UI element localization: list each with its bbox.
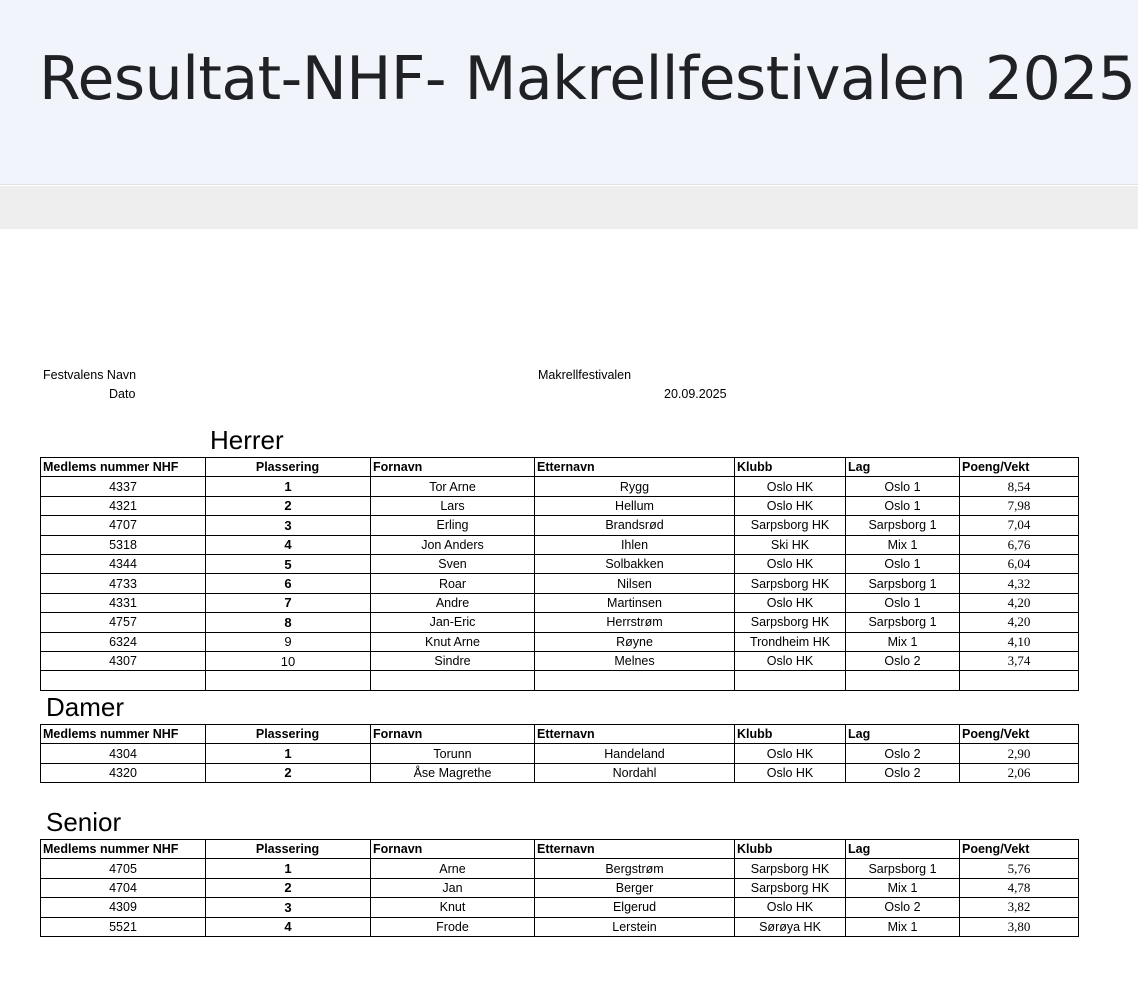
club-cell: Sarpsborg HK [735, 878, 846, 897]
member-number-cell: 5521 [41, 917, 206, 936]
points-cell: 6,04 [960, 554, 1079, 573]
first-name-cell: Andre [371, 593, 535, 612]
last-name-cell: Rygg [535, 477, 735, 496]
points-cell: 4,32 [960, 574, 1079, 593]
team-cell: Oslo 2 [846, 651, 960, 670]
member-number-cell: 4321 [41, 496, 206, 515]
table-row [41, 763, 1079, 782]
points-cell: 4,78 [960, 878, 1079, 897]
club-cell: Oslo HK [735, 593, 846, 612]
member-number-cell: 4307 [41, 651, 206, 670]
header-row [41, 840, 1079, 859]
table-row [41, 632, 1079, 651]
club-cell: Sarpsborg HK [735, 859, 846, 878]
page-header [0, 0, 1138, 185]
points-cell [960, 671, 1079, 690]
last-name-cell: Hellum [535, 496, 735, 515]
col-klubb-header: Klubb [735, 725, 846, 744]
team-cell: Oslo 1 [846, 554, 960, 573]
team-cell: Oslo 2 [846, 744, 960, 763]
placement-cell [206, 671, 371, 690]
festival-name-label: Festvalens Navn [43, 368, 137, 382]
col-medlemsnummer-header: Medlems nummer NHF [41, 840, 206, 859]
team-cell: Sarpsborg 1 [846, 613, 960, 632]
last-name-cell: Nordahl [535, 763, 735, 782]
col-fornavn-header: Fornavn [371, 840, 535, 859]
points-cell: 2,06 [960, 763, 1079, 782]
placement-cell: 6 [206, 574, 371, 593]
placement-cell: 1 [206, 477, 371, 496]
col-fornavn-header: Fornavn [371, 725, 535, 744]
placement-cell: 3 [206, 516, 371, 535]
first-name-cell: Sven [371, 554, 535, 573]
team-cell: Sarpsborg 1 [846, 516, 960, 535]
first-name-cell: Knut [371, 898, 535, 917]
col-lag-header: Lag [846, 725, 960, 744]
col-klubb-header: Klubb [735, 458, 846, 477]
col-poeng-header: Poeng/Vekt [960, 458, 1079, 477]
first-name-cell: Knut Arne [371, 632, 535, 651]
table-row [41, 574, 1079, 593]
col-etternavn-header: Etternavn [535, 840, 735, 859]
member-number-cell: 4320 [41, 763, 206, 782]
club-cell: Oslo HK [735, 496, 846, 515]
points-cell: 5,76 [960, 859, 1079, 878]
member-number-cell: 6324 [41, 632, 206, 651]
club-cell: Oslo HK [735, 554, 846, 573]
last-name-cell: Nilsen [535, 574, 735, 593]
last-name-cell: Lerstein [535, 917, 735, 936]
member-number-cell [41, 671, 206, 690]
points-cell: 2,90 [960, 744, 1079, 763]
club-cell: Ski HK [735, 535, 846, 554]
table-row [41, 744, 1079, 763]
points-cell: 7,04 [960, 516, 1079, 535]
points-cell: 3,80 [960, 917, 1079, 936]
last-name-cell: Berger [535, 878, 735, 897]
first-name-cell [371, 671, 535, 690]
first-name-cell: Jan-Eric [371, 613, 535, 632]
page-title: Resultat-NHF- Makrellfestivalen 2025 [39, 44, 1136, 114]
placement-cell: 7 [206, 593, 371, 612]
club-cell: Trondheim HK [735, 632, 846, 651]
section-title-senior: Senior [46, 807, 122, 837]
first-name-cell: Erling [371, 516, 535, 535]
table-row [41, 878, 1079, 897]
col-poeng-header: Poeng/Vekt [960, 725, 1079, 744]
table-row [41, 593, 1079, 612]
table-row [41, 613, 1079, 632]
club-cell: Sørøya HK [735, 917, 846, 936]
results-table-damer [40, 724, 1079, 783]
points-cell: 4,20 [960, 593, 1079, 612]
team-cell: Oslo 2 [846, 898, 960, 917]
club-cell: Oslo HK [735, 763, 846, 782]
col-etternavn-header: Etternavn [535, 458, 735, 477]
date-value: 20.09.2025 [664, 387, 727, 401]
first-name-cell: Jan [371, 878, 535, 897]
table-row [41, 917, 1079, 936]
team-cell: Mix 1 [846, 917, 960, 936]
last-name-cell: Elgerud [535, 898, 735, 917]
club-cell: Oslo HK [735, 898, 846, 917]
placement-cell: 8 [206, 613, 371, 632]
col-plassering-header: Plassering [206, 840, 371, 859]
team-cell [846, 671, 960, 690]
points-cell: 8,54 [960, 477, 1079, 496]
festival-name-value: Makrellfestivalen [538, 368, 632, 382]
club-cell [735, 671, 846, 690]
first-name-cell: Frode [371, 917, 535, 936]
member-number-cell: 4705 [41, 859, 206, 878]
member-number-cell: 5318 [41, 535, 206, 554]
col-poeng-header: Poeng/Vekt [960, 840, 1079, 859]
section-title-damer: Damer [46, 692, 125, 722]
results-table-herrer [40, 457, 1079, 691]
col-plassering-header: Plassering [206, 725, 371, 744]
header-divider-strip [0, 186, 1138, 229]
member-number-cell: 4331 [41, 593, 206, 612]
header-row [41, 458, 1079, 477]
table-row [41, 554, 1079, 573]
team-cell: Oslo 1 [846, 477, 960, 496]
first-name-cell: Lars [371, 496, 535, 515]
col-etternavn-header: Etternavn [535, 725, 735, 744]
last-name-cell: Herrstrøm [535, 613, 735, 632]
table-row [41, 496, 1079, 515]
placement-cell: 2 [206, 878, 371, 897]
club-cell: Oslo HK [735, 744, 846, 763]
placement-cell: 5 [206, 554, 371, 573]
points-cell: 4,10 [960, 632, 1079, 651]
last-name-cell: Solbakken [535, 554, 735, 573]
table-row [41, 859, 1079, 878]
team-cell: Oslo 1 [846, 593, 960, 612]
last-name-cell: Ihlen [535, 535, 735, 554]
table-row [41, 898, 1079, 917]
first-name-cell: Jon Anders [371, 535, 535, 554]
results-table-senior [40, 839, 1079, 937]
first-name-cell: Tor Arne [371, 477, 535, 496]
points-cell: 7,98 [960, 496, 1079, 515]
club-cell: Sarpsborg HK [735, 574, 846, 593]
col-lag-header: Lag [846, 458, 960, 477]
member-number-cell: 4704 [41, 878, 206, 897]
date-label: Dato [109, 387, 136, 401]
last-name-cell: Martinsen [535, 593, 735, 612]
team-cell: Oslo 2 [846, 763, 960, 782]
placement-cell: 1 [206, 744, 371, 763]
col-klubb-header: Klubb [735, 840, 846, 859]
first-name-cell: Arne [371, 859, 535, 878]
placement-cell: 3 [206, 898, 371, 917]
table-row [41, 651, 1079, 670]
team-cell: Sarpsborg 1 [846, 574, 960, 593]
placement-cell: 1 [206, 859, 371, 878]
points-cell: 6,76 [960, 535, 1079, 554]
placement-cell: 4 [206, 535, 371, 554]
table-row [41, 671, 1079, 690]
table-row [41, 535, 1079, 554]
team-cell: Mix 1 [846, 878, 960, 897]
placement-cell: 2 [206, 763, 371, 782]
placement-cell: 2 [206, 496, 371, 515]
last-name-cell: Handeland [535, 744, 735, 763]
member-number-cell: 4733 [41, 574, 206, 593]
member-number-cell: 4304 [41, 744, 206, 763]
col-medlemsnummer-header: Medlems nummer NHF [41, 458, 206, 477]
first-name-cell: Åse Magrethe [371, 763, 535, 782]
member-number-cell: 4757 [41, 613, 206, 632]
placement-cell: 9 [206, 632, 371, 651]
col-lag-header: Lag [846, 840, 960, 859]
first-name-cell: Roar [371, 574, 535, 593]
club-cell: Sarpsborg HK [735, 516, 846, 535]
team-cell: Mix 1 [846, 632, 960, 651]
last-name-cell: Melnes [535, 651, 735, 670]
team-cell: Oslo 1 [846, 496, 960, 515]
first-name-cell: Sindre [371, 651, 535, 670]
last-name-cell: Brandsrød [535, 516, 735, 535]
section-title-herrer: Herrer [210, 425, 284, 455]
document-page [0, 229, 1138, 982]
club-cell: Oslo HK [735, 651, 846, 670]
club-cell: Sarpsborg HK [735, 613, 846, 632]
club-cell: Oslo HK [735, 477, 846, 496]
header-row [41, 725, 1079, 744]
col-plassering-header: Plassering [206, 458, 371, 477]
table-row [41, 477, 1079, 496]
team-cell: Mix 1 [846, 535, 960, 554]
col-medlemsnummer-header: Medlems nummer NHF [41, 725, 206, 744]
member-number-cell: 4707 [41, 516, 206, 535]
member-number-cell: 4337 [41, 477, 206, 496]
team-cell: Sarpsborg 1 [846, 859, 960, 878]
last-name-cell: Røyne [535, 632, 735, 651]
placement-cell: 4 [206, 917, 371, 936]
first-name-cell: Torunn [371, 744, 535, 763]
points-cell: 3,74 [960, 651, 1079, 670]
col-fornavn-header: Fornavn [371, 458, 535, 477]
points-cell: 3,82 [960, 898, 1079, 917]
placement-cell: 10 [206, 651, 371, 670]
member-number-cell: 4309 [41, 898, 206, 917]
last-name-cell [535, 671, 735, 690]
last-name-cell: Bergstrøm [535, 859, 735, 878]
member-number-cell: 4344 [41, 554, 206, 573]
points-cell: 4,20 [960, 613, 1079, 632]
table-row [41, 516, 1079, 535]
